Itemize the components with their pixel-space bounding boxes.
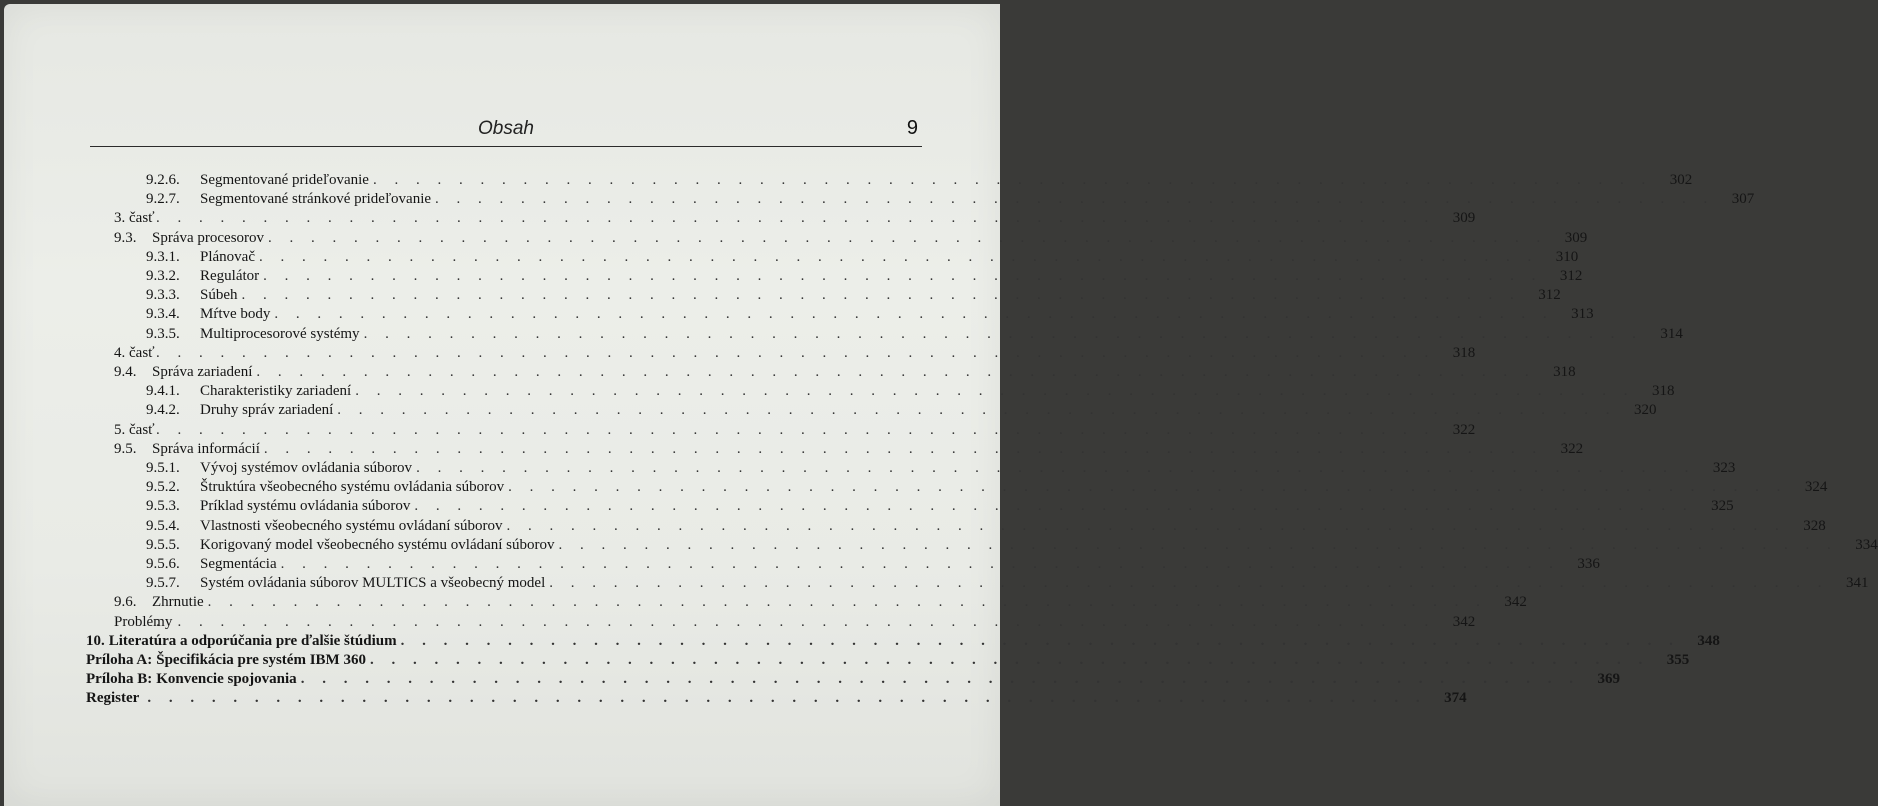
- toc-entry-page: 318: [1651, 383, 1675, 400]
- toc-entry-page: 310: [1555, 248, 1579, 265]
- toc-entry: [146, 325, 1683, 345]
- toc-dot-leader: . . . . . . . . . . . . . . . . . . . . . . . . . . . . . . . . . . . . . . . . . . . . . . . . . . . . . . . . . . . .: [300, 671, 1580, 688]
- toc-entry: [146, 383, 1675, 402]
- toc-entry: [114, 364, 1576, 383]
- toc-entry-title: Segmentácia: [200, 556, 277, 572]
- toc-dot-leader: . . . . . . . . . . . . . . . . . . . . . . . . . . . . . . . . . . . . . . . . . . . . . . . . . . . . . . . . . . . .: [506, 517, 1786, 534]
- toc-entry-page: 374: [1444, 690, 1467, 707]
- toc-dot-leader: . . . . . . . . . . . . . . . . . . . . . . . . . . . . . . . . . . . . . . . . . . . . . . . . . . . . . . . . . . . .: [274, 306, 1554, 323]
- header-page-number: 9: [906, 117, 918, 139]
- toc-entry: [114, 594, 1527, 613]
- toc-entry-title: Plánovač: [200, 248, 255, 265]
- toc-entry-title: Vývoj systémov ovládania súborov: [200, 460, 413, 476]
- toc-entry-page: 309: [1452, 210, 1476, 227]
- toc-dot-leader: . . . . . . . . . . . . . . . . . . . . . . . . . . . . . . . . . . . . . . . . . . . . . . . . . . . . . . . . . . . .: [416, 460, 1696, 476]
- toc-dot-leader: . . . . . . . . . . . . . . . . . . . . . . . . . . . . . . . . . . . . . . . . . . . . . . . . . . . . . . . . . . . .: [156, 613, 1436, 630]
- toc-dot-leader: . . . . . . . . . . . . . . . . . . . . . . . . . . . . . . . . . . . . . . . . . . . . . . . . . . . . . . . . . . . .: [337, 402, 1617, 419]
- toc-entry-number: 9.3.5.: [146, 325, 180, 342]
- toc-entry-title: Systém ovládania súborov MULTICS a všeobecný model: [200, 575, 546, 592]
- toc-entry-number: 9.5.6.: [146, 556, 180, 572]
- toc-entry-title: Správa zariadení: [152, 364, 253, 380]
- toc-entry-title: Mŕtve body: [200, 306, 271, 323]
- toc-entry: [114, 440, 1584, 460]
- toc-entry-page: 302: [1669, 172, 1693, 188]
- toc-entry-number: 9.5.1.: [146, 460, 180, 476]
- toc-entry-number: 9.5.2.: [146, 479, 180, 496]
- toc-dot-leader: . . . . . . . . . . . . . . . . . . . . . . . . . . . . . . . . . . . . . . . . . . . . . . . . . . . . . . . . . . . .: [156, 421, 1436, 438]
- toc-entry-title: Štruktúra všeobecného systému ovládania súborov: [200, 479, 505, 496]
- toc-entry: [146, 402, 1657, 421]
- toc-entry-title: Konvencie spojovania: [156, 671, 297, 688]
- toc-entry: [146, 556, 1600, 575]
- toc-entry-page: 309: [1564, 229, 1588, 246]
- toc-entry: [114, 344, 1476, 364]
- toc-entry: [146, 306, 1594, 325]
- toc-entry-title: Literatúra a odporúčania pre ďalšie štúdium: [108, 632, 397, 649]
- toc-entry-number: 9.5.7.: [146, 575, 180, 592]
- toc-entry-page: 369: [1597, 671, 1620, 688]
- toc-entry-title: Korigovaný model všeobecného systému ovládaní súborov: [200, 536, 555, 553]
- toc-dot-leader: . . . . . . . . . . . . . . . . . . . . . . . . . . . . . . . . . . . . . . . . . . . . . . . . . . . . . . . . . . . .: [268, 229, 1548, 246]
- toc-entry-title: Segmentované stránkové prideľovanie: [200, 191, 432, 208]
- page-header: [90, 116, 922, 146]
- toc-entry: [114, 421, 1476, 441]
- toc-dot-leader: . . . . . . . . . . . . . . . . . . . . . . . . . . . . . . . . . . . . . . . . . . . . . . . . . . . . . . . . . . . .: [400, 632, 1680, 649]
- toc-dot-leader: . . . . . . . . . . . . . . . . . . . . . . . . . . . . . . . . . . . . . . . . . . . . . . . . . . . . . . . . . . . .: [147, 690, 1427, 707]
- toc-dot-leader: . . . . . . . . . . . . . . . . . . . . . . . . . . . . . . . . . . . . . . . . . . . . . . . . . . . . . . . . . . . .: [207, 594, 1487, 611]
- toc-entry-page: 322: [1560, 440, 1584, 457]
- toc-dot-leader: . . . . . . . . . . . . . . . . . . . . . . . . . . . . . . . . . . . . . . . . . . . . . . . . . . . . . . . . . . . .: [263, 268, 1543, 284]
- toc-entry: [146, 191, 1755, 210]
- toc-entry-number: 9.2.6.: [146, 172, 180, 188]
- toc-entry: [86, 632, 1720, 652]
- toc-entry-page: 313: [1571, 306, 1594, 323]
- toc-dot-leader: . . . . . . . . . . . . . . . . . . . . . . . . . . . . . . . . . . . . . . . . . . . . . . . . . . . . . . . . . . . .: [369, 652, 1650, 668]
- toc-entry: [114, 613, 1476, 633]
- toc-entry-page: 320: [1634, 402, 1657, 419]
- toc-dot-leader: . . . . . . . . . . . . . . . . . . . . . . . . . . . . . . . . . . . . . . . . . . . . . . . . . . . . . . . . . . . .: [258, 248, 1539, 265]
- toc-entry-number: 9.4.: [114, 364, 137, 380]
- toc-entry: [86, 690, 1467, 709]
- toc-entry: [146, 460, 1736, 479]
- toc-entry-number: 9.5.5.: [146, 536, 180, 553]
- toc-entry-title: Multiprocesorové systémy: [200, 325, 360, 342]
- toc-entry: [146, 172, 1693, 191]
- toc-entry-page: 314: [1660, 325, 1683, 342]
- toc-entry-page: 355: [1666, 652, 1690, 668]
- toc-entry-number: 9.3.1.: [146, 248, 180, 265]
- toc-dot-leader: . . . . . . . . . . . . . . . . . . . . . . . . . . . . . . . . . . . . . . . . . . . . . . . . . . . . . . . . . . . .: [355, 383, 1635, 400]
- toc-dot-leader: . . . . . . . . . . . . . . . . . . . . . . . . . . . . . . . . . . . . . . . . . . . . . . . . . . . . . . . . . . . .: [435, 191, 1715, 208]
- toc-entry: [86, 652, 1690, 671]
- toc-entry-page: 328: [1803, 517, 1826, 534]
- toc-entry: [146, 536, 1878, 556]
- header-rule: [90, 146, 922, 147]
- toc-entry-number: 9.3.3.: [146, 287, 180, 304]
- toc-entry-number: Príloha A:: [86, 652, 153, 668]
- toc-entry-title: Príklad systému ovládania súborov: [200, 498, 411, 515]
- toc-entry-number: 9.4.1.: [146, 383, 180, 400]
- toc-entry: [146, 248, 1579, 268]
- toc-entry-page: 322: [1452, 421, 1476, 438]
- toc-entry-title: Správa procesorov: [152, 229, 265, 246]
- toc-entry: [146, 287, 1561, 306]
- toc-entry-page: 307: [1731, 191, 1755, 208]
- toc-entry-number: 9.4.2.: [146, 402, 180, 419]
- toc-entry-number: 9.5.4.: [146, 517, 180, 534]
- toc-entry-title: Segmentované prideľovanie: [200, 172, 369, 188]
- toc-dot-leader: . . . . . . . . . . . . . . . . . . . . . . . . . . . . . . . . . . . . . . . . . . . . . . . . . . . . . . . . . . . .: [414, 498, 1694, 515]
- toc-entry: [114, 210, 1476, 229]
- toc-entry-number: 3. časť: [114, 210, 155, 227]
- toc-entry-number: Problémy: [114, 613, 173, 630]
- toc-entry-page: 341: [1845, 575, 1869, 592]
- toc-entry-page: 323: [1712, 460, 1736, 476]
- toc-entry-number: Príloha B:: [86, 671, 153, 688]
- toc-entry-page: 334: [1855, 536, 1878, 553]
- toc-entry-page: 312: [1559, 268, 1583, 284]
- toc-entry-number: 5. časť: [114, 421, 155, 438]
- toc-dot-leader: . . . . . . . . . . . . . . . . . . . . . . . . . . . . . . . . . . . . . . . . . . . . . . . . . . . . . . . . . . . .: [363, 325, 1643, 342]
- toc-entry-number: Register: [86, 690, 140, 707]
- toc-entry-number: 9.3.: [114, 229, 137, 246]
- toc-entry-page: 318: [1553, 364, 1576, 380]
- toc-entry-title: Charakteristiky zariadení: [200, 383, 352, 400]
- toc-entry-number: 9.2.7.: [146, 191, 180, 208]
- toc-entry-number: 9.5.3.: [146, 498, 180, 515]
- toc-dot-leader: . . . . . . . . . . . . . . . . . . . . . . . . . . . . . . . . . . . . . . . . . . . . . . . . . . . . . . . . . . . .: [372, 172, 1653, 188]
- toc-entry-page: 342: [1452, 613, 1476, 630]
- toc-entry-page: 342: [1504, 594, 1527, 611]
- toc-entry-title: Špecifikácia pre systém IBM 360: [156, 652, 366, 668]
- toc-entry-page: 324: [1804, 479, 1828, 496]
- toc-entry-page: 348: [1697, 632, 1720, 649]
- toc-entry-title: Vlastnosti všeobecného systému ovládaní súborov: [200, 517, 503, 534]
- toc-entry-title: Druhy správ zariadení: [200, 402, 334, 419]
- toc-entry-page: 325: [1711, 498, 1734, 515]
- toc-entry: [146, 517, 1826, 537]
- toc-dot-leader: . . . . . . . . . . . . . . . . . . . . . . . . . . . . . . . . . . . . . . . . . . . . . . . . . . . . . . . . . . . .: [558, 536, 1838, 553]
- toc-entry: [146, 268, 1583, 287]
- toc-entry-number: 9.5.: [114, 440, 137, 457]
- toc-dot-leader: . . . . . . . . . . . . . . . . . . . . . . . . . . . . . . . . . . . . . . . . . . . . . . . . . . . . . . . . . . . .: [156, 210, 1436, 227]
- toc-dot-leader: . . . . . . . . . . . . . . . . . . . . . . . . . . . . . . . . . . . . . . . . . . . . . . . . . . . . . . . . . . . .: [280, 556, 1560, 572]
- toc-entry-title: Zhrnutie: [152, 594, 204, 611]
- toc-entry-number: 9.3.4.: [146, 306, 180, 323]
- toc-entry: [146, 479, 1828, 498]
- toc-entry-number: 9.3.2.: [146, 268, 180, 284]
- toc-entry-number: 4. časť: [114, 344, 155, 361]
- toc-entry: [114, 229, 1588, 249]
- toc-entry-title: Súbeh: [200, 287, 238, 304]
- toc-entry-page: 318: [1452, 344, 1476, 361]
- toc-entry-title: Správa informácií: [152, 440, 260, 457]
- toc-entry-title: Regulátor: [200, 268, 260, 284]
- toc-entry: [146, 575, 1869, 594]
- toc-dot-leader: . . . . . . . . . . . . . . . . . . . . . . . . . . . . . . . . . . . . . . . . . . . . . . . . . . . . . . . . . . . .: [256, 364, 1536, 380]
- toc-entry-page: 336: [1577, 556, 1600, 572]
- toc-dot-leader: . . . . . . . . . . . . . . . . . . . . . . . . . . . . . . . . . . . . . . . . . . . . . . . . . . . . . . . . . . . .: [156, 344, 1436, 361]
- toc-entry-number: 9.6.: [114, 594, 137, 611]
- toc-dot-leader: . . . . . . . . . . . . . . . . . . . . . . . . . . . . . . . . . . . . . . . . . . . . . . . . . . . . . . . . . . . .: [549, 575, 1829, 592]
- toc-entry: [86, 671, 1620, 690]
- toc-entry: [146, 498, 1734, 517]
- toc-dot-leader: . . . . . . . . . . . . . . . . . . . . . . . . . . . . . . . . . . . . . . . . . . . . . . . . . . . . . . . . . . . .: [241, 287, 1521, 304]
- toc-dot-leader: . . . . . . . . . . . . . . . . . . . . . . . . . . . . . . . . . . . . . . . . . . . . . . . . . . . . . . . . . . . .: [508, 479, 1788, 496]
- toc-dot-leader: . . . . . . . . . . . . . . . . . . . . . . . . . . . . . . . . . . . . . . . . . . . . . . . . . . . . . . . . . . . .: [263, 440, 1544, 457]
- header-title: Obsah: [478, 118, 534, 139]
- toc-entry-page: 312: [1538, 287, 1561, 304]
- toc-entry-number: 10.: [86, 632, 105, 649]
